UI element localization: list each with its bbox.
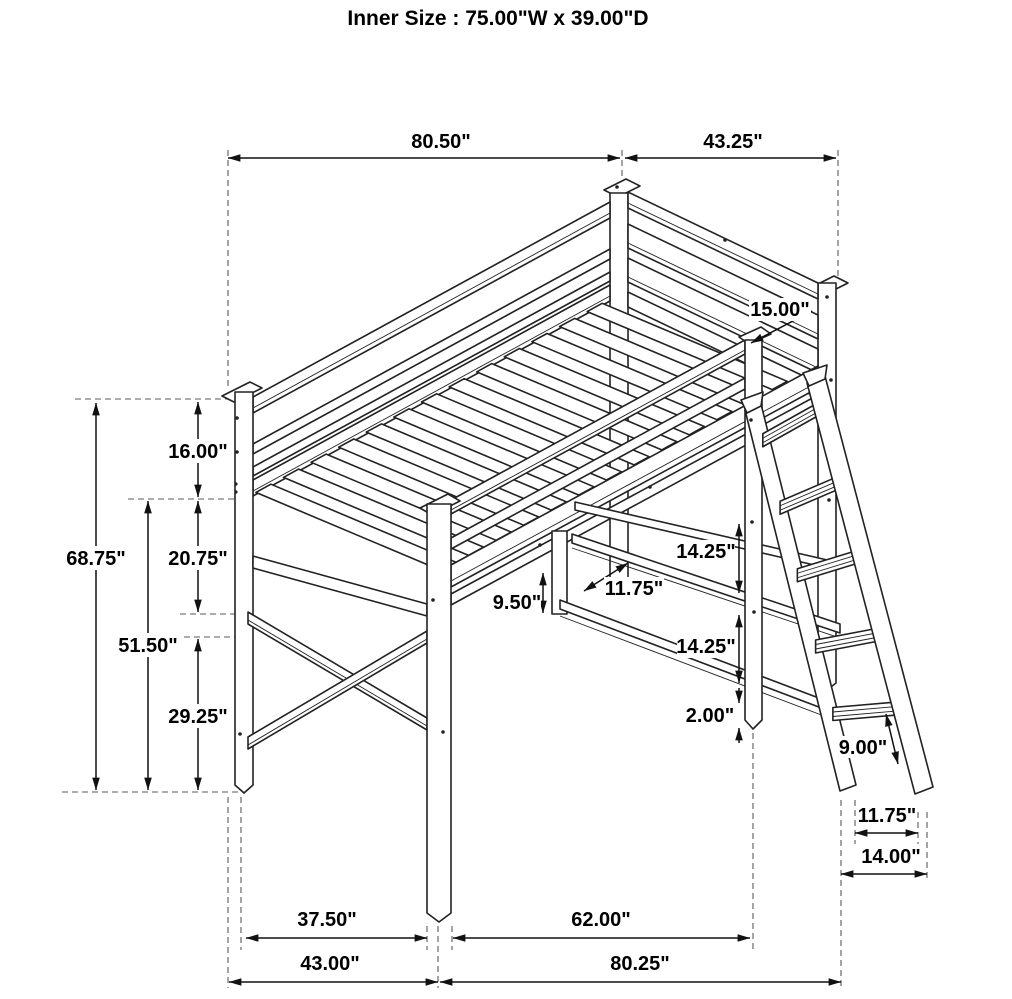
brace-down [248, 612, 427, 730]
brace-up [248, 631, 427, 749]
dimension-foot-clearance [686, 688, 739, 743]
dimension-under-clearance [116, 501, 180, 790]
dimension-base-left-outer [229, 953, 438, 982]
dim-label-top-span-right: 43.25" [703, 131, 763, 153]
dimension-overall-height [64, 403, 128, 790]
dim-label-ladder-feet-outer: 14.00" [861, 846, 921, 868]
dimension-top-span-right [625, 131, 836, 158]
dim-label-base-left-outer: 43.00" [300, 953, 360, 975]
dimension-base-right-outer [440, 953, 841, 982]
dim-label-under-clearance: 51.50" [118, 635, 178, 657]
dimension-ladder-last-step [838, 714, 898, 764]
dim-label-shelf-gap-lower: 14.25" [676, 636, 736, 658]
dimension-ladder-feet-outer [841, 846, 927, 874]
dimension-ladder-feet-inner [855, 805, 918, 833]
dim-label-rail-to-brace: 20.75" [168, 548, 228, 570]
left-end-rail [253, 556, 427, 616]
dim-label-ladder-feet-inner: 11.75" [857, 805, 917, 827]
dimension-guardrail-height [166, 402, 230, 497]
dimension-top-span-left [228, 131, 620, 158]
x-brace [248, 612, 427, 749]
dimension-lower-section [166, 639, 230, 790]
dim-label-lower-section: 29.25" [168, 706, 228, 728]
drawing-title: Inner Size : 75.00"W x 39.00"D [347, 7, 649, 30]
south-post [427, 504, 451, 922]
dim-label-guardrail-opening: 15.00" [750, 299, 810, 321]
dimension-base-right-inner [453, 909, 750, 938]
dim-label-overall-height: 68.75" [66, 548, 126, 570]
ladder [741, 365, 933, 794]
dim-label-base-right-inner: 62.00" [571, 909, 631, 931]
dim-label-top-span-left: 80.50" [411, 131, 471, 153]
dim-label-shelf-depth: 11.75" [604, 578, 664, 600]
dim-label-base-left-inner: 37.50" [297, 909, 357, 931]
dim-label-base-right-outer: 80.25" [610, 953, 670, 975]
dim-label-shelf-gap-upper: 14.25" [676, 541, 736, 563]
dim-label-support-post-drop: 9.50" [492, 592, 542, 614]
dim-label-foot-clearance: 2.00" [685, 705, 735, 727]
dimension-rail-to-brace [166, 501, 230, 612]
dimension-base-left-inner [246, 909, 427, 938]
dim-label-ladder-last-step: 9.00" [838, 737, 888, 759]
dim-label-guardrail-height: 16.00" [168, 441, 228, 463]
